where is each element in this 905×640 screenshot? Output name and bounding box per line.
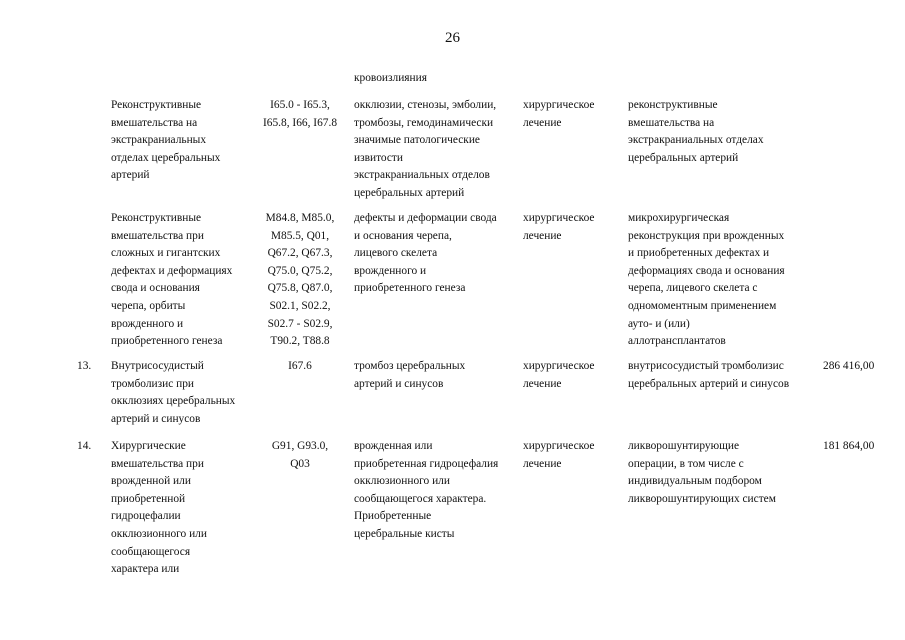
patient-model-line: окклюзии, стенозы, эмболии, (354, 99, 497, 111)
treatment-type-line: хирургическое (523, 99, 595, 111)
service-name-line: приобретенной (111, 492, 186, 505)
treatment-method-line: ауто- и (или) (628, 317, 690, 330)
icd-code-line: G91, G93.0, (271, 440, 329, 452)
patient-model-line: извитости (354, 151, 404, 164)
service-name-line: Хирургические (111, 440, 186, 452)
icd-code-line: M84.8, M85.0, (265, 212, 335, 224)
service-name-line: вмешательства на (111, 116, 198, 129)
icd-code-line: S02.7 - S02.9, (267, 317, 333, 330)
icd-code-line: Q75.8, Q87.0, (267, 282, 333, 295)
service-name-line: свода и основания (111, 282, 200, 295)
service-name-line: характера или (111, 563, 180, 576)
treatment-method-line: индивидуальным подбором (628, 475, 762, 488)
treatment-method-line: экстракраниальных отделах (628, 134, 764, 147)
patient-model-line: лицевого скелета (354, 247, 438, 260)
service-name-line: экстракраниальных (111, 134, 207, 147)
patient-model-line: приобретенная гидроцефалия (354, 457, 499, 470)
cost-value: 286 416,00 (823, 360, 875, 372)
treatment-method-line: церебральных артерий и синусов (628, 377, 790, 390)
treatment-method-line: деформациях свода и основания (628, 264, 785, 277)
service-name-line: черепа, орбиты (111, 300, 186, 312)
service-name-line: вмешательства при (111, 457, 204, 470)
icd-code-line: Q75.0, Q75.2, (267, 264, 333, 277)
patient-model-line: врожденного и (354, 264, 427, 277)
icd-code-line: Q67.2, Q67.3, (267, 247, 333, 260)
service-name-line: сообщающегося (111, 545, 191, 558)
patient-model-line: церебральных артерий (354, 187, 465, 199)
treatment-method-line: реконструктивные (628, 99, 718, 111)
patient-model-line: сообщающегося характера. (354, 492, 487, 505)
patient-model-line: дефекты и деформации свода (354, 212, 497, 224)
row-number: 13. (77, 360, 92, 372)
service-name-line: гидроцефалии (111, 510, 181, 523)
row-number: 14. (77, 440, 92, 452)
patient-model-line: тромбоз церебральных (354, 360, 466, 372)
treatment-type-line: хирургическое (523, 360, 595, 372)
service-name-line: артерий (111, 169, 150, 182)
treatment-method-line: микрохирургическая (628, 212, 730, 224)
patient-model-line: окклюзионного или (354, 475, 450, 488)
service-name-line: вмешательства при (111, 229, 204, 242)
patient-model-line: Приобретенные (354, 510, 432, 523)
treatment-method-line: и приобретенных дефектах и (628, 247, 770, 260)
icd-code-line: I67.6 (288, 360, 312, 372)
icd-code-line: Q03 (290, 457, 310, 470)
service-name-line: врожденной или (111, 475, 191, 488)
patient-model-line: врожденная или (354, 440, 433, 452)
treatment-method-line: ликворошунтирующих систем (628, 492, 776, 505)
service-name-line: врожденного и (111, 317, 184, 330)
treatment-method-line: аллотрансплантатов (628, 335, 726, 348)
treatment-type-line: лечение (523, 457, 562, 470)
service-name-line: Реконструктивные (111, 99, 202, 111)
carryover-model-text: кровоизлияния (354, 72, 427, 84)
service-name-line: сложных и гигантских (111, 247, 221, 260)
service-name-line: окклюзиях церебральных (111, 395, 236, 408)
service-name-line: дефектах и деформациях (111, 264, 233, 277)
treatment-type-line: хирургическое (523, 212, 595, 224)
service-name-line: окклюзионного или (111, 528, 207, 540)
patient-model-line: значимые патологические (354, 134, 480, 147)
icd-code-line: M85.5, Q01, (270, 229, 330, 242)
treatment-type-line: лечение (523, 377, 562, 390)
patient-model-line: экстракраниальных отделов (354, 169, 490, 182)
treatment-method-line: черепа, лицевого скелета с (628, 282, 758, 295)
service-name-line: Реконструктивные (111, 212, 202, 224)
patient-model-line: и основания черепа, (354, 229, 452, 242)
service-name-line: приобретенного генеза (111, 335, 223, 348)
service-name-line: тромболизис при (111, 377, 195, 390)
page-number: 26 (445, 30, 460, 46)
treatment-method-line: реконструкция при врожденных (628, 229, 785, 242)
treatment-method-line: одномоментным применением (628, 300, 777, 312)
patient-model-line: артерий и синусов (354, 377, 444, 390)
service-name-line: отделах церебральных (111, 151, 221, 164)
service-name-line: Внутрисосудистый (111, 360, 204, 372)
cost-value: 181 864,00 (823, 440, 875, 452)
treatment-type-line: лечение (523, 229, 562, 242)
patient-model-line: приобретенного генеза (354, 282, 466, 295)
patient-model-line: тромбозы, гемодинамически (354, 116, 494, 129)
icd-code-line: I65.8, I66, I67.8 (262, 116, 338, 129)
treatment-method-line: вмешательства на (628, 116, 715, 129)
service-name-line: артерий и синусов (111, 412, 201, 425)
treatment-method-line: церебральных артерий (628, 151, 739, 164)
icd-code-line: T90.2, T88.8 (270, 335, 330, 348)
icd-code-line: S02.1, S02.2, (269, 300, 331, 312)
treatment-method-line: внутрисосудистый тромболизис (628, 360, 784, 372)
treatment-type-line: лечение (523, 116, 562, 129)
patient-model-line: церебральные кисты (354, 528, 455, 540)
treatment-type-line: хирургическое (523, 440, 595, 452)
treatment-method-line: ликворошунтирующие (628, 440, 740, 452)
icd-code-line: I65.0 - I65.3, (270, 99, 330, 111)
treatment-method-line: операции, в том числе с (628, 457, 744, 470)
